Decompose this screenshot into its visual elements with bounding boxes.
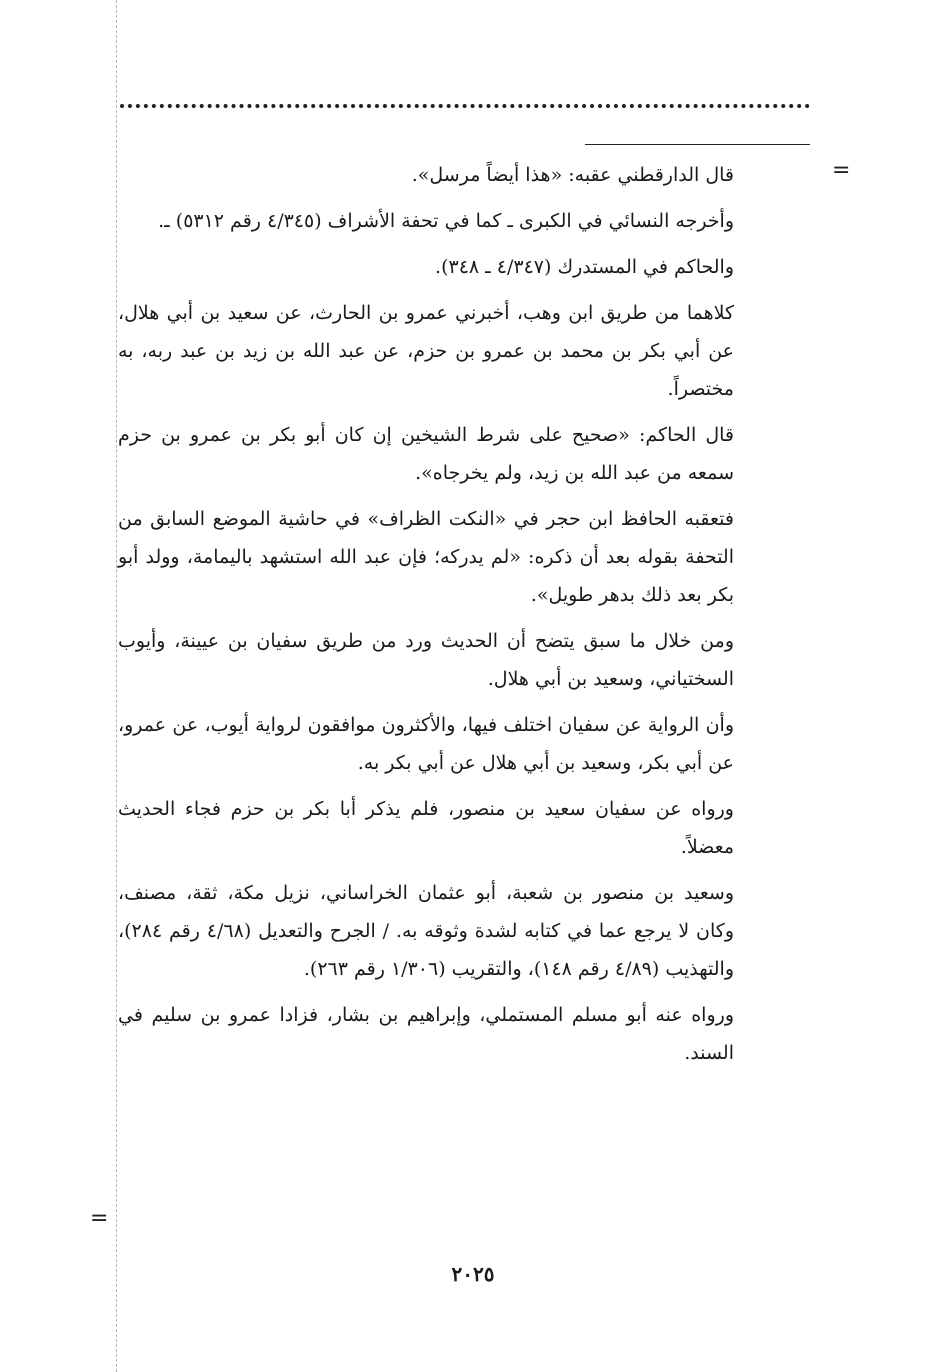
- continuation-mark-top: =: [832, 158, 851, 183]
- paragraph-1: قال الدارقطني عقبه: «هذا أيضاً مرسل».: [411, 164, 734, 186]
- dotted-separator: [120, 104, 810, 108]
- page-number: ٢٠٢٥: [451, 1262, 495, 1286]
- paragraph-10: وسعيد بن منصور بن شعبة، أبو عثمان الخراساني، نزيل مكة، ثقة، مصنف، وكان لا يرجع عما في كتابه لشدة وثوقه به. / الجرح والتعديل (٤/٦٨ رقم ٢٨٤)، والتهذيب (٤/٨٩ رقم ١٤٨)، والتقريب (١/٣٠٦ رقم ٢٦٣).: [118, 882, 735, 980]
- paragraph-7: ومن خلال ما سبق يتضح أن الحديث ورد من طريق سفيان بن عيينة، وأيوب السختياني، وسعيد بن أبي هلال.: [118, 630, 734, 690]
- paragraph-4: كلاهما من طريق ابن وهب، أخبرني عمرو بن الحارث، عن سعيد بن أبي هلال، عن أبي بكر بن محمد بن عمرو بن حزم، عن عبد الله بن زيد بن عبد ربه، به مختصراً.: [118, 302, 734, 400]
- binding-edge-line: [116, 0, 117, 1372]
- footnote-text: [118, 156, 734, 1080]
- paragraph-8: وأن الرواية عن سفيان اختلف فيها، والأكثرون موافقون لرواية أيوب، عن عمرو، عن أبي بكر، وسعيد بن أبي هلال عن أبي بكر به.: [118, 714, 734, 774]
- paragraph-9: ورواه عن سفيان سعيد بن منصور، فلم يذكر أبا بكر بن حزم فجاء الحديث معضلاً.: [118, 798, 734, 858]
- continuation-mark-bottom: =: [90, 1206, 109, 1231]
- paragraph-11: ورواه عنه أبو مسلم المستملي، وإبراهيم بن بشار، فزادا عمرو بن سليم في السند.: [118, 1004, 734, 1064]
- paragraph-2: وأخرجه النسائي في الكبرى ـ كما في تحفة الأشراف (٤/٣٤٥ رقم ٥٣١٢) ـ.: [158, 210, 734, 232]
- footnote-rule: [585, 144, 810, 145]
- paragraph-3: والحاكم في المستدرك (٤/٣٤٧ ـ ٣٤٨).: [435, 256, 734, 278]
- paragraph-6: فتعقبه الحافظ ابن حجر في «النكت الظراف» في حاشية الموضع السابق من التحفة بقوله بعد أن ذكره: «لم يدركه؛ فإن عبد الله استشهد باليمامة، وولد أبو بكر بعد ذلك بدهر طويل».: [118, 508, 734, 606]
- paragraph-5: قال الحاكم: «صحيح على شرط الشيخين إن كان أبو بكر بن عمرو بن حزم سمعه من عبد الله بن زيد، ولم يخرجاه».: [118, 424, 734, 484]
